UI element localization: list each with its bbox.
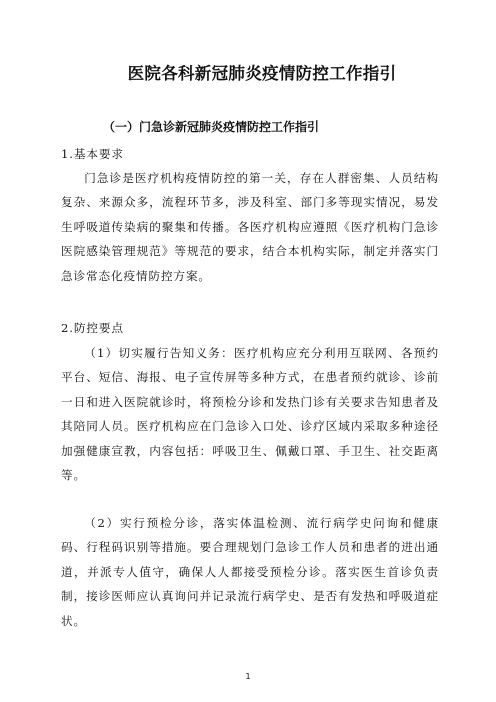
paragraph-notification-duty: （1）切实履行告知义务：医疗机构应充分利用互联网、各预约平台、短信、海报、电子宣传屏等多种方式，在患者预约就诊、诊前一日和进入医院就诊时，将预检分诊和发热门诊有关要求告知患者及其陪同人员。医疗机构应在门急诊入口处、诊疗区域内采取多种途径加强健康宣教，内容包括：呼吸卫生、佩戴口罩、手卫生、社交距离等。 [61,346,439,483]
page-number: 1 [245,672,251,681]
paragraph-basic-requirements: 门急诊是医疗机构疫情防控的第一关，存在人群密集、人员结构复杂、来源众多，流程环节多，涉及科室、部门多等现实情况，易发生呼吸道传染病的聚集和传播。各医疗机构应遵照《医疗机构门急诊医院感染管理规范》等规范的要求，结合本机构实际，制定并落实门急诊常态化疫情防控方案。 [61,171,439,283]
document-title: 医院各科新冠肺炎疫情防控工作指引 [127,64,397,83]
section-heading: （一）门急诊新冠肺炎疫情防控工作指引 [103,120,320,134]
paragraph-pre-triage: （2）实行预检分诊，落实体温检测、流行病学史问询和健康码、行程码识别等措施。要合理规划门急诊工作人员和患者的进出通道，并派专人值守，确保人人都接受预检分诊。落实医生首诊负责制，接诊医师应认真询问并记录流行病学史、是否有发热和呼吸道症状。 [61,516,439,628]
subsection-heading-basic-requirements: 1.基本要求 [61,147,124,161]
subsection-heading-prevention-points: 2.防控要点 [61,321,124,335]
